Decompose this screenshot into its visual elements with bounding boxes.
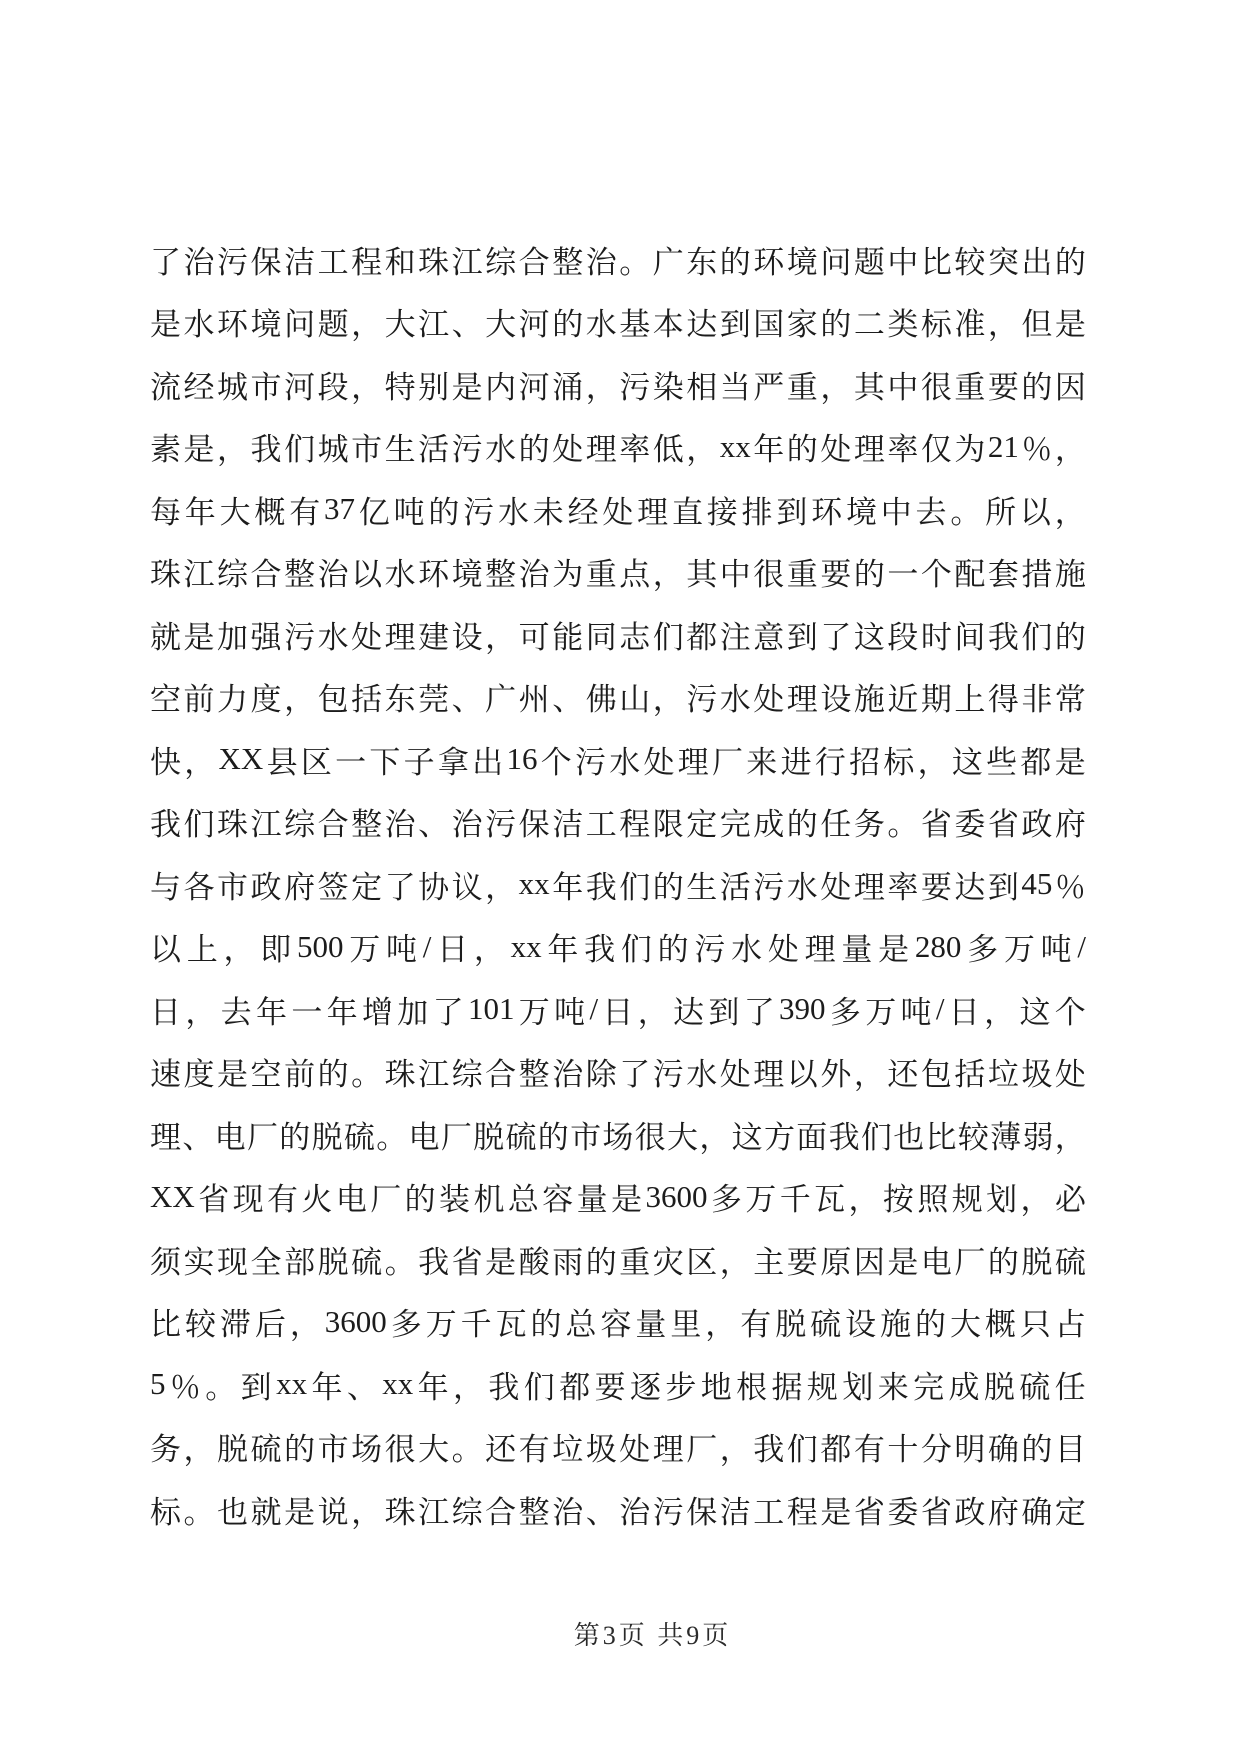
text-line: 标 。 也 就 是 说 ， 珠 江 综 合 整 治 、 治 污 保 洁 工 程 是 省 委 省 政 府 确 定 [150,1494,1086,1530]
text-line: 速 度 是 空 前 的 。 珠 江 综 合 整 治 除 了 污 水 处 理 以 外 ， 还 包 括 垃 圾 处 [150,1057,1086,1093]
text-line: 每 年 大 概 有 37 亿 吨 的 污 水 未 经 处 理 直 接 排 到 环 境 中 去 。 所 以 ， [150,491,1086,530]
page-number: 第3页 共9页 [573,1621,732,1650]
text-line: 与 各 市 政 府 签 定 了 协 议 ， xx 年 我 们 的 生 活 污 水 处 理 率 要 达 到 45 ％ [150,866,1086,905]
document-body [150,228,1086,1541]
text-line: 务 ， 脱 硫 的 市 场 很 大 。 还 有 垃 圾 处 理 厂 ， 我 们 都 有 十 分 明 确 的 目 [150,1432,1086,1468]
text-line: 以 上 ， 即 500 万 吨 / 日 ， xx 年 我 们 的 污 水 处 理 量 是 280 多 万 吨 / [150,928,1086,968]
text-line: 理 、 电 厂 的 脱 硫 。 电 厂 脱 硫 的 市 场 很 大 ， 这 方 面 我 们 也 比 较 薄 弱 ， [150,1119,1086,1155]
text-line: 比 较 滞 后 ， 3600 多 万 千 瓦 的 总 容 量 里 ， 有 脱 硫 设 施 的 大 概 只 占 [150,1303,1086,1343]
text-line: XX 省 现 有 火 电 厂 的 装 机 总 容 量 是 3600 多 万 千 瓦 ， 按 照 规 划 ， 必 [150,1178,1086,1218]
text-line: 珠 江 综 合 整 治 以 水 环 境 整 治 为 重 点 ， 其 中 很 重 要 的 一 个 配 套 措 施 [150,557,1086,593]
page-footer [0,1615,1241,1652]
text-line: 了 治 污 保 洁 工 程 和 珠 江 综 合 整 治 。 广 东 的 环 境 问 题 中 比 较 突 出 的 [150,244,1086,280]
text-line: 日 ， 去 年 一 年 增 加 了 101 万 吨 / 日 ， 达 到 了 390 多 万 吨 / 日 ， 这 个 [150,991,1086,1030]
text-line: 5 ％ 。 到 xx 年 、 xx 年 ， 我 们 都 要 逐 步 地 根 据 规 划 来 完 成 脱 硫 任 [150,1366,1086,1405]
text-line: 流 经 城 市 河 段 ， 特 别 是 内 河 涌 ， 污 染 相 当 严 重 ， 其 中 很 重 要 的 因 [150,369,1086,405]
text-line: 我 们 珠 江 综 合 整 治 、 治 污 保 洁 工 程 限 定 完 成 的 任 务 。 省 委 省 政 府 [150,807,1086,843]
text-line: 空 前 力 度 ， 包 括 东 莞 、 广 州 、 佛 山 ， 污 水 处 理 设 施 近 期 上 得 非 常 [150,682,1086,718]
text-line: 是 水 环 境 问 题 ， 大 江 、 大 河 的 水 基 本 达 到 国 家 的 二 类 标 准 ， 但 是 [150,307,1086,343]
text-line: 快 ， XX 县 区 一 下 子 拿 出 16 个 污 水 处 理 厂 来 进 行 招 标 ， 这 些 都 是 [150,741,1086,780]
text-line: 须 实 现 全 部 脱 硫 。 我 省 是 酸 雨 的 重 灾 区 ， 主 要 原 因 是 电 厂 的 脱 硫 [150,1244,1086,1280]
text-line: 就 是 加 强 污 水 处 理 建 设 ， 可 能 同 志 们 都 注 意 到 了 这 段 时 间 我 们 的 [150,619,1086,655]
text-line: 素 是 ， 我 们 城 市 生 活 污 水 的 处 理 率 低 ， xx 年 的 处 理 率 仅 为 21 ％ ， [150,428,1086,468]
